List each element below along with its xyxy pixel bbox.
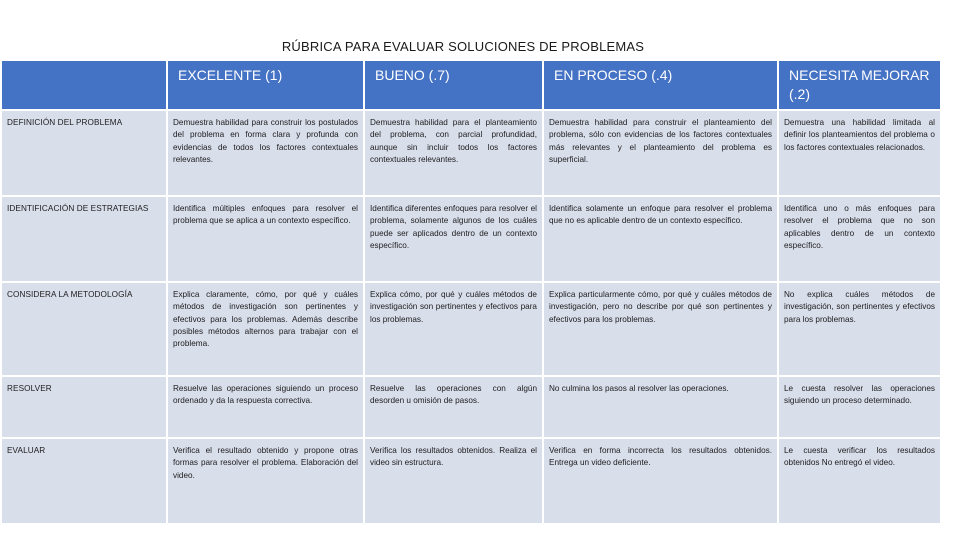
table-row	[2, 195, 940, 281]
header-necesita-mejorar: NECESITA MEJORAR (.2)	[779, 61, 940, 109]
rubric-cell: Demuestra una habilidad limitada al definir los planteamientos del problema o los factores contextuales relacionados.	[779, 109, 940, 195]
rubric-cell: Demuestra habilidad para construir los postulados del problema en forma clara y profunda con evidencias de todos los factores contextuales relevantes.	[168, 109, 365, 195]
header-bueno: BUENO (.7)	[365, 61, 544, 109]
header-en-proceso: EN PROCESO (.4)	[544, 61, 779, 109]
rubric-cell: Le cuesta verificar los resultados obtenidos No entregó el video.	[779, 437, 940, 523]
rubric-cell: Identifica uno o más enfoques para resolver el problema que no son aplicables dentro de un contexto específico.	[779, 195, 940, 281]
criterion-cell: EVALUAR	[2, 437, 168, 523]
criterion-cell: IDENTIFICACIÓN DE ESTRATEGIAS	[2, 195, 168, 281]
criterion-cell: RESOLVER	[2, 375, 168, 437]
header-row	[2, 61, 940, 109]
rubric-cell: Resuelve las operaciones con algún desorden u omisión de pasos.	[365, 375, 544, 437]
rubric-cell: Identifica solamente un enfoque para resolver el problema que no es aplicable dentro de un contexto específico.	[544, 195, 779, 281]
rubric-cell: Demuestra habilidad para el planteamiento del problema, con parcial profundidad, aunque sin incluir todos los factores contextuales relevantes.	[365, 109, 544, 195]
table-row	[2, 281, 940, 375]
criterion-cell: CONSIDERA LA METODOLOGÍA	[2, 281, 168, 375]
page-title: RÚBRICA PARA EVALUAR SOLUCIONES DE PROBLEMAS	[281, 39, 645, 54]
rubric-cell: Resuelve las operaciones siguiendo un proceso ordenado y da la respuesta correctiva.	[168, 375, 365, 437]
rubric-cell: Identifica múltiples enfoques para resolver el problema que se aplica a un contexto específico.	[168, 195, 365, 281]
rubric-cell: Explica particularmente cómo, por qué y cuáles métodos de investigación, pero no describe por qué son pertinentes y efectivos para los problemas.	[544, 281, 779, 375]
rubric-cell: Explica claramente, cómo, por qué y cuáles métodos de investigación son pertinentes y efectivos para los problemas. Además describe posibles métodos alternos para trabajar con el problema.	[168, 281, 365, 375]
header-criterion	[2, 61, 168, 109]
rubric-cell: Verifica en forma incorrecta los resultados obtenidos. Entrega un video deficiente.	[544, 437, 779, 523]
rubric-cell: No explica cuáles métodos de investigación, son pertinentes y efectivos para los problemas.	[779, 281, 940, 375]
rubric-cell: Explica cómo, por qué y cuáles métodos de investigación son pertinentes y efectivos para los problemas.	[365, 281, 544, 375]
header-excelente: EXCELENTE (1)	[168, 61, 365, 109]
rubric-cell: Verifica el resultado obtenido y propone otras formas para resolver el problema. Elaboración del video.	[168, 437, 365, 523]
rubric-cell: Identifica diferentes enfoques para resolver el problema, solamente algunos de los cuáles puede ser aplicados dentro de un contexto específico.	[365, 195, 544, 281]
rubric-cell: No culmina los pasos al resolver las operaciones.	[544, 375, 779, 437]
rubric-table	[2, 61, 940, 523]
table-row	[2, 375, 940, 437]
rubric-cell: Verifica los resultados obtenidos. Realiza el video sin estructura.	[365, 437, 544, 523]
table-row	[2, 109, 940, 195]
criterion-cell: DEFINICIÓN DEL PROBLEMA	[2, 109, 168, 195]
table-row	[2, 437, 940, 523]
rubric-cell: Le cuesta resolver las operaciones siguiendo un proceso determinado.	[779, 375, 940, 437]
rubric-cell: Demuestra habilidad para construir el planteamiento del problema, sólo con evidencias de los factores contextuales más relevantes y el planteamiento del problema es superficial.	[544, 109, 779, 195]
